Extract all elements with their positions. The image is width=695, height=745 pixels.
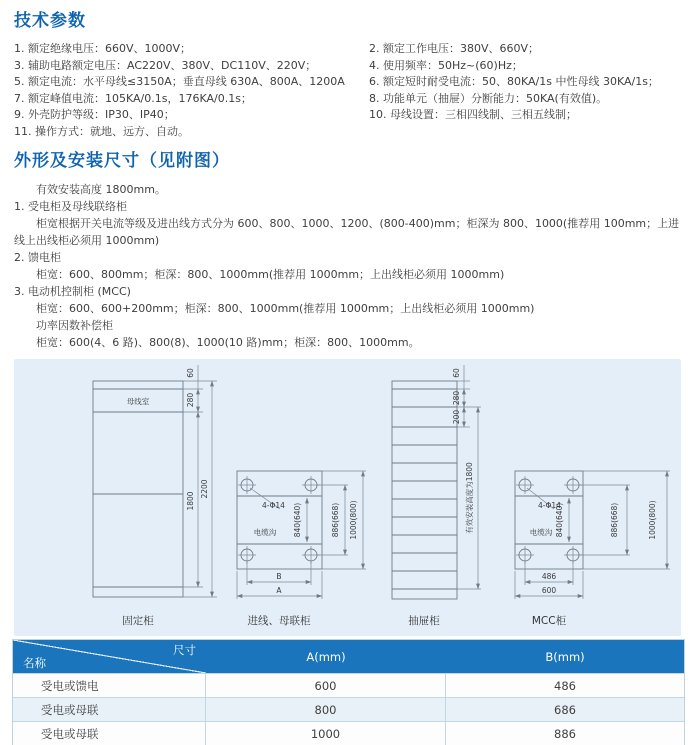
fig3-caption: 抽屉柜 (408, 615, 440, 627)
table-header-row (13, 640, 684, 673)
param-item: 5. 额定电流：水平母线≤3150A；垂直母线 630A、800A、1200A (14, 75, 345, 88)
cable-trench-label: 电缆沟 (529, 528, 553, 537)
dim-1800: 1800 (186, 491, 195, 511)
dim-886-668: 886(668) (610, 502, 619, 538)
param-item: 11. 操作方式：就地、远方、自动。 (14, 124, 189, 138)
dimension-line: 2. 馈电柜 (14, 251, 61, 264)
params-right-column (369, 41, 681, 140)
dim-886-668: 886(668) (331, 502, 340, 538)
table-row (13, 673, 684, 697)
dim-840-640: 840(640) (555, 502, 564, 538)
fig2-incoming-coupler-cabinet (237, 471, 366, 627)
dimension-line: 功率因数补偿柜 (36, 319, 113, 332)
dim-2200: 2200 (200, 479, 209, 499)
dim-1000-800: 1000(800) (349, 500, 358, 540)
corner-label-size: 尺寸 (173, 643, 196, 657)
fig4-mcc-cabinet (515, 471, 670, 627)
row-name: 受电或母联 (13, 698, 206, 721)
column-header-a: A(mm) (306, 649, 346, 664)
dim-effective-height: 有效安装高度为1800 (465, 462, 474, 534)
dim-60: 60 (186, 368, 195, 378)
busbar-room-label: 母线室 (126, 397, 150, 406)
dimension-line: 有效安装高度 1800mm。 (36, 183, 166, 196)
column-header-b: B(mm) (545, 649, 585, 664)
row-name: 受电或母联 (13, 722, 206, 745)
row-name: 受电或馈电 (13, 674, 206, 697)
fig2-caption: 进线、母联柜 (247, 615, 311, 627)
tech-params-list (14, 41, 681, 140)
dimension-line: 3. 电动机控制柜 (MCC) (14, 285, 131, 298)
row-value-b: 686 (554, 702, 576, 717)
params-left-column (14, 41, 369, 140)
dim-A: A (276, 586, 282, 595)
hole-spec-label: 4-Φ14 (538, 501, 561, 510)
dimension-line: 柜宽：600(4、6 路)、800(8)、1000(10 路)mm；柜深：800、1000mm。 (36, 336, 420, 349)
param-item: 3. 辅助电路额定电压：AC220V、380V、DC110V、220V； (14, 58, 317, 72)
dimension-line: 柜宽：600、600+200mm；柜深：800、1000mm(推荐用 1000mm；上出线柜必须用 1000mm) (36, 302, 535, 315)
dimensions-description (14, 181, 681, 351)
table-body (13, 673, 684, 745)
dimension-line: 1. 受电柜及母线联络柜 (14, 200, 127, 213)
row-value-a: 800 (206, 698, 446, 721)
dim-B: B (276, 572, 282, 581)
cable-trench-label: 电缆沟 (253, 528, 277, 537)
mounting-holes (516, 476, 582, 564)
dim-280: 280 (452, 390, 461, 406)
param-item: 8. 功能单元（抽屉）分断能力：50KA(有效值)。 (369, 91, 608, 105)
section-title-dimensions: 外形及安装尺寸（见附图） (14, 151, 230, 171)
row-value-a: 1000 (206, 722, 446, 745)
param-item: 7. 额定峰值电流：105KA/0.1s，176KA/0.1s； (14, 91, 252, 105)
dimension-line: 柜宽：600、800mm；柜深：800、1000mm(推荐用 1000mm；上出线柜必须用 1000mm) (36, 268, 505, 281)
dim-600: 600 (541, 586, 557, 595)
table-row (13, 697, 684, 721)
corner-label-name: 名称 (23, 656, 46, 670)
mounting-holes (238, 476, 320, 564)
row-value-b: 886 (554, 726, 576, 741)
table-row (13, 721, 684, 745)
fig3-drawer-cabinet (392, 365, 481, 627)
param-item: 9. 外壳防护等级：IP30、IP40； (14, 108, 175, 121)
param-item: 4. 使用频率：50Hz~(60)Hz； (369, 58, 523, 72)
section-title-tech-params: 技术参数 (14, 11, 86, 31)
installation-drawings (14, 359, 681, 636)
dim-200: 200 (452, 409, 461, 425)
row-value-b: 486 (554, 678, 576, 693)
dim-280: 280 (186, 392, 195, 408)
fig4-caption: MCC柜 (531, 615, 567, 627)
param-item: 2. 额定工作电压：380V、660V； (369, 42, 540, 55)
dimension-line: 柜宽根据开关电流等级及进出线方式分为 600、800、1000、1200、(800-400)mm；柜深为 800、1000(推荐用 100mm；上进线上出线柜必须用 1000mm) (14, 217, 680, 247)
param-item: 10. 母线设置：三相四线制、三相五线制； (369, 108, 577, 121)
param-item: 6. 额定短时耐受电流：50、80KA/1s 中性母线 30KA/1s； (369, 75, 659, 88)
dimensions-table (12, 639, 685, 745)
dim-840-640: 840(640) (293, 502, 302, 538)
dim-1000-800: 1000(800) (648, 500, 657, 540)
fig1-caption: 固定柜 (122, 615, 154, 627)
param-item: 1. 额定绝缘电压：660V、1000V； (14, 42, 192, 55)
dim-486: 486 (541, 572, 557, 581)
hole-spec-label: 4-Φ14 (262, 501, 285, 510)
row-value-a: 600 (206, 674, 446, 697)
drawings-panel (14, 359, 681, 636)
fig1-fixed-cabinet (93, 365, 217, 627)
dim-60: 60 (452, 368, 461, 378)
table-corner-cell (13, 640, 206, 673)
